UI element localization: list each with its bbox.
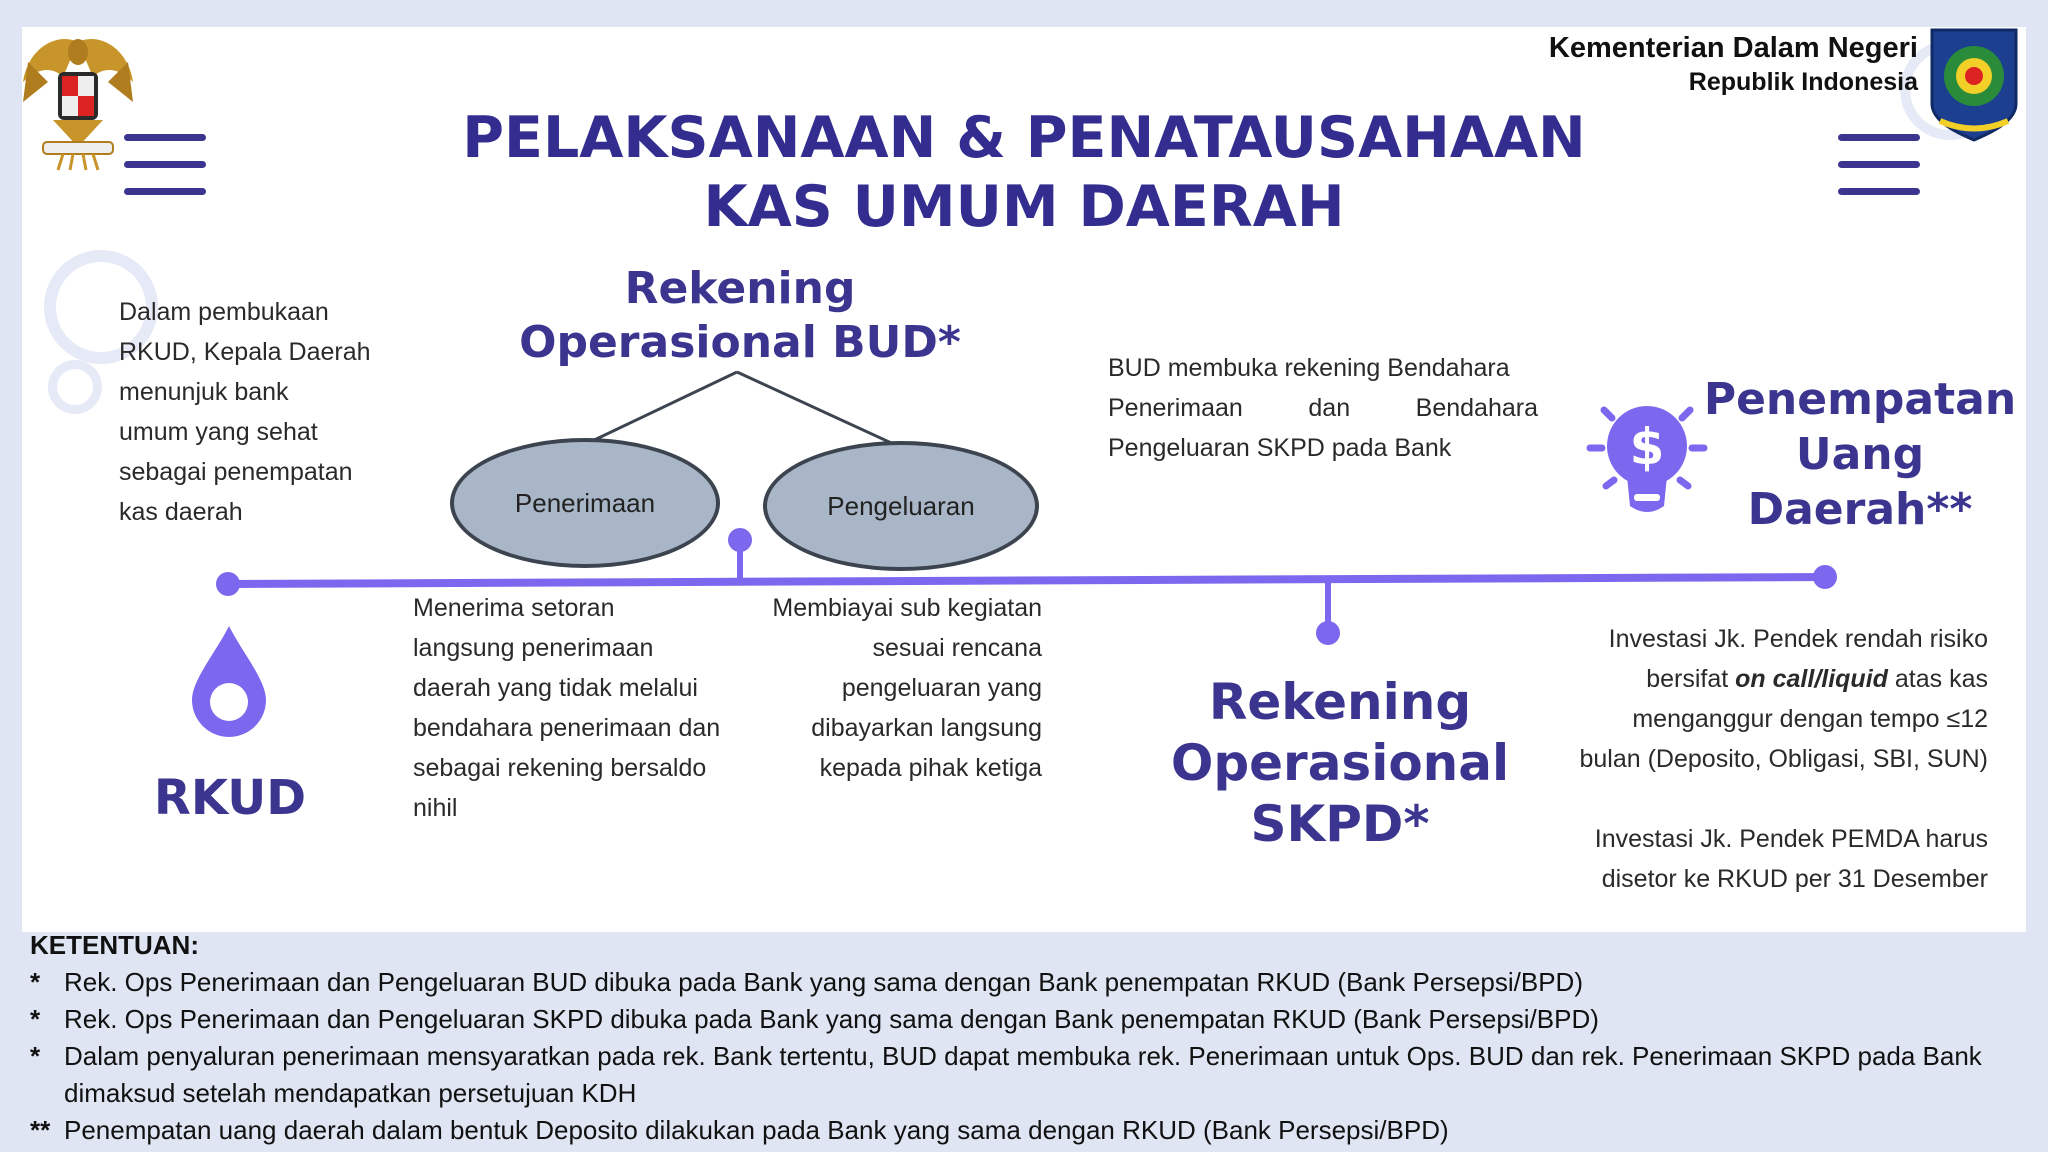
desc-line <box>1540 659 1988 699</box>
desc-line: sebagai rekening bersaldo <box>413 754 707 782</box>
ketentuan-heading: KETENTUAN: <box>30 930 199 960</box>
intro-line: kas daerah <box>119 498 243 526</box>
bud-branch-right <box>737 372 900 447</box>
desc-line: pengeluaran yang <box>841 674 1042 702</box>
desc-line: menganggur dengan tempo ≤12 <box>1632 705 1988 733</box>
desc-line: Pengeluaran SKPD pada Bank <box>1108 434 1452 462</box>
title-line-2: KAS UMUM DAERAH <box>703 174 1345 240</box>
ministry-name: Kementerian Dalam Negeri <box>1548 32 1918 64</box>
penempatan-heading <box>1700 372 2020 537</box>
desc-line: Investasi Jk. Pendek PEMDA harus <box>1594 825 1988 853</box>
desc-line: disetor ke RKUD per 31 Desember <box>1601 865 1988 893</box>
desc-line: kepada pihak ketiga <box>819 754 1042 782</box>
spacer <box>1540 779 1988 819</box>
rkud-label: RKUD <box>153 770 307 826</box>
skpd-heading <box>1155 672 1525 855</box>
bud-heading-line: Rekening <box>624 263 856 314</box>
ketentuan-item <box>30 1112 2020 1149</box>
lightbulb-dollar-icon <box>1582 394 1712 530</box>
desc-line: bendahara penerimaan dan <box>413 714 721 742</box>
skpd-heading-line: Rekening <box>1208 673 1472 731</box>
pengeluaran-description <box>740 588 1042 788</box>
timeline-node-penempatan <box>1813 565 1837 589</box>
pengeluaran-label: Pengeluaran <box>827 490 975 521</box>
ketentuan-item <box>30 1038 2020 1112</box>
item-text: Penempatan uang daerah dalam bentuk Deposito dilakukan pada Bank yang sama dengan RKUD (Bank Persepsi/BPD) <box>64 1115 1449 1145</box>
intro-line: sebagai penempatan <box>119 458 353 486</box>
timeline-node-bud <box>728 528 752 552</box>
desc-line: Penerimaan dan Bendahara <box>1108 394 1538 422</box>
skpd-heading-line: Operasional <box>1170 734 1510 792</box>
penerimaan-label: Penerimaan <box>514 487 656 518</box>
item-text: Dalam penyaluran penerimaan mensyaratkan pada rek. Bank tertentu, BUD dapat membuka rek. Penerimaan untuk Ops. BUD dan rek. Penerimaan SKPD pada Bank dimaksud setelah mendapatkan persetujuan KDH <box>64 1041 1982 1108</box>
desc-line: Investasi Jk. Pendek rendah risiko <box>1608 625 1988 653</box>
skpd-heading-line: SKPD* <box>1250 795 1430 853</box>
penerimaan-node <box>450 438 720 568</box>
desc-emphasis: on call/liquid <box>1735 665 1888 693</box>
penempatan-description <box>1540 619 1988 899</box>
ministry-country: Republik Indonesia <box>1688 68 1918 96</box>
water-drop-icon <box>186 622 272 744</box>
desc-line: Membiayai sub kegiatan <box>772 594 1042 622</box>
timeline-node-skpd <box>1316 621 1340 645</box>
ketentuan-item <box>30 1001 2020 1038</box>
item-marker: * <box>30 1041 41 1071</box>
desc-line: nihil <box>413 794 458 822</box>
item-marker: * <box>30 967 41 997</box>
desc-line: daerah yang tidak melalui <box>413 674 698 702</box>
desc-line: Menerima setoran <box>413 594 615 622</box>
timeline-node-rkud <box>216 572 240 596</box>
intro-line: umum yang sehat <box>119 418 318 446</box>
skpd-description <box>1108 348 1538 468</box>
title-line-1: PELAKSANAAN & PENATAUSAHAAN <box>462 105 1586 171</box>
item-text: Rek. Ops Penerimaan dan Pengeluaran BUD dibuka pada Bank yang sama dengan Bank penempatan RKUD (Bank Persepsi/BPD) <box>64 967 1583 997</box>
intro-line: Dalam pembukaan <box>119 298 329 326</box>
desc-text: bersifat <box>1646 665 1736 693</box>
timeline-line <box>228 577 1825 584</box>
bud-heading <box>500 262 980 370</box>
item-marker: ** <box>30 1115 51 1145</box>
penempatan-heading-line: Daerah** <box>1747 484 1973 535</box>
bud-heading-line: Operasional BUD* <box>519 317 961 368</box>
svg-text:$: $ <box>1629 418 1665 476</box>
ketentuan-item <box>30 964 2020 1001</box>
pengeluaran-node <box>763 441 1039 571</box>
intro-line: RKUD, Kepala Daerah <box>119 338 371 366</box>
ketentuan-section <box>30 927 2020 1149</box>
desc-line: sesuai rencana <box>872 634 1042 662</box>
penempatan-heading-line: Uang <box>1795 429 1925 480</box>
desc-line: dibayarkan langsung <box>811 714 1042 742</box>
penempatan-heading-line: Penempatan <box>1703 374 2017 425</box>
item-marker: * <box>30 1004 41 1034</box>
desc-line: langsung penerimaan <box>413 634 654 662</box>
penerimaan-description <box>413 588 753 828</box>
bud-branch-left <box>588 372 737 443</box>
desc-line: bulan (Deposito, Obligasi, SBI, SUN) <box>1579 745 1988 773</box>
desc-text: atas kas <box>1887 665 1988 693</box>
item-text: Rek. Ops Penerimaan dan Pengeluaran SKPD dibuka pada Bank yang sama dengan Bank penempatan RKUD (Bank Persepsi/BPD) <box>64 1004 1599 1034</box>
desc-line: BUD membuka rekening Bendahara <box>1108 354 1510 382</box>
intro-line: menunjuk bank <box>119 378 289 406</box>
